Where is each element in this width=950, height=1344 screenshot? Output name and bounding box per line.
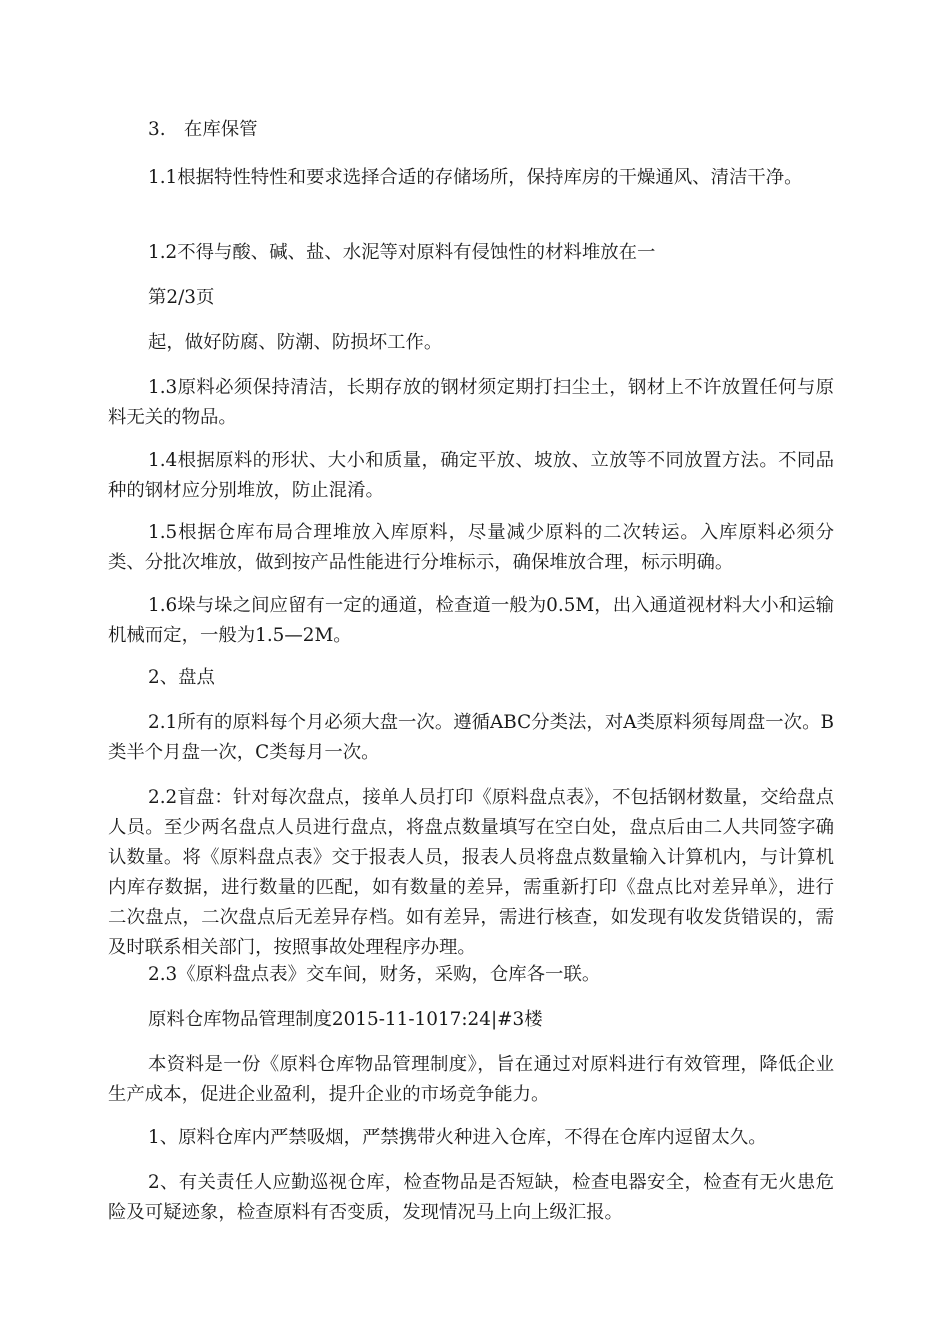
page-number: 第2/3页 <box>148 287 215 308</box>
paragraph-1-3: 1.3原料必须保持清洁，长期存放的钢材须定期打扫尘土，钢材上不许放置任何与原料无关的物品。 <box>108 377 834 428</box>
paragraph-2-2: 2.2盲盘：针对每次盘点，接单人员打印《原料盘点表》，不包括钢材数量，交给盘点人员。至少两名盘点人员进行盘点，将盘点数量填写在空白处，盘点后由二人共同签字确认数量。将《原料盘点表》交于报表人员，报表人员将盘点数量输入计算机内，与计算机内库存数据，进行数量的匹配，如有数量的差异，需重新打印《盘点比对差异单》，进行二次盘点，二次盘点后无差异存档。如有差异，需进行核查，如发现有收发货错误的，需及时联系相关部门，按照事故处理程序办理。 <box>108 787 834 958</box>
paragraph-2-1: 2.1所有的原料每个月必须大盘一次。遵循ABC分类法，对A类原料须每周盘一次。B类半个月盘一次，C类每月一次。 <box>108 712 834 763</box>
section-heading-storage: 3. 在库保管 <box>148 119 258 140</box>
paragraph-1-6: 1.6垛与垛之间应留有一定的通道，检查道一般为0.5M，出入通道视材料大小和运输机械而定，一般为1.5—2M。 <box>108 595 834 646</box>
rule-2: 2、有关责任人应勤巡视仓库，检查物品是否短缺，检查电器安全，检查有无火患危险及可疑迹象，检查原料有否变质，发现情况马上向上级汇报。 <box>108 1172 834 1223</box>
section-heading-inventory: 2、盘点 <box>148 667 215 688</box>
rule-1: 1、原料仓库内严禁吸烟，严禁携带火种进入仓库，不得在仓库内逗留太久。 <box>148 1127 767 1148</box>
paragraph-1-1: 1.1根据特性特性和要求选择合适的存储场所，保持库房的干燥通风、清洁干净。 <box>148 167 803 188</box>
paragraph-1-2: 1.2不得与酸、碱、盐、水泥等对原料有侵蚀性的材料堆放在一 <box>148 242 656 263</box>
paragraph-1-4: 1.4根据原料的形状、大小和质量，确定平放、坡放、立放等不同放置方法。不同品种的钢材应分别堆放，防止混淆。 <box>108 450 834 501</box>
paragraph-2-3: 2.3《原料盘点表》交车间，财务，采购，仓库各一联。 <box>148 964 601 985</box>
paragraph-1-5: 1.5根据仓库布局合理堆放入库原料，尽量减少原料的二次转运。入库原料必须分类、分批次堆放，做到按产品性能进行分堆标示，确保堆放合理，标示明确。 <box>108 522 834 573</box>
paragraph-1-2-continued: 起，做好防腐、防潮、防损坏工作。 <box>148 332 443 353</box>
post-header: 原料仓库物品管理制度2015-11-1017:24|#3楼 <box>148 1009 543 1030</box>
intro-paragraph: 本资料是一份《原料仓库物品管理制度》，旨在通过对原料进行有效管理，降低企业生产成本，促进企业盈利，提升企业的市场竞争能力。 <box>108 1054 834 1105</box>
